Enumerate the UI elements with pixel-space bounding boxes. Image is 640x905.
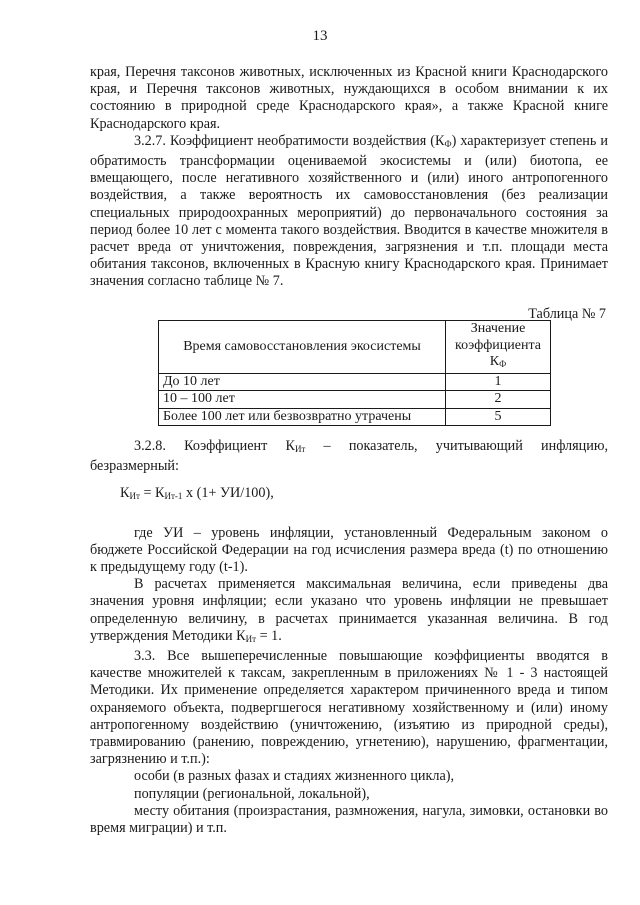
paragraph-3-2-7-start: 3.2.7. Коэффициент необратимости воздействия (К [134, 132, 445, 149]
list-item: популяции (региональной, локальной), [134, 785, 370, 802]
table-cell-period: До 10 лет [159, 373, 446, 391]
formula-k-prev: К [155, 485, 165, 502]
table-cell-value: 1 [446, 373, 551, 391]
formula-equals: = [139, 485, 156, 502]
table-row [159, 408, 551, 426]
header-coefficient [446, 321, 551, 374]
paragraph-3-2-8-start: 3.2.8. Коэффициент К [134, 438, 295, 454]
coefficient-table [158, 320, 551, 426]
formula-k: К [120, 485, 130, 502]
list-item: особи (в разных фазах и стадиях жизненного цикла), [134, 768, 455, 785]
inflation-formula [90, 485, 608, 505]
paragraph-where: где УИ – уровень инфляции, установленный Федеральным законом о бюджете Российской Федерации на год исчисления размера вреда (t) по отношению к предыдущему году (t-1). [90, 524, 608, 576]
table-row [159, 391, 551, 409]
header-coefficient-line2: коэффициента [455, 337, 541, 353]
table-row [159, 373, 551, 391]
table-cell-value: 2 [446, 391, 551, 409]
paragraph-3-2-7 [90, 133, 608, 291]
subscript-it-2: Ит [245, 633, 257, 644]
text-block-bottom [90, 438, 608, 837]
paragraph-continuation: края, Перечня таксонов животных, исключенных из Красной книги Краснодарского края, и Перечня таксонов животных, нуждающихся в особом внимании к их состоянию в природной среде Краснодарского края», а также Красной книге Краснодарского края. [90, 64, 608, 132]
header-coefficient-symbol: К [489, 354, 500, 369]
subscript-f: Ф [444, 138, 452, 149]
table-cell-period: 10 – 100 лет [159, 391, 446, 409]
paragraph-max-value [90, 576, 608, 648]
table-cell-period: Более 100 лет или безвозвратно утрачены [159, 408, 446, 426]
subscript-it: Ит [294, 444, 306, 454]
paragraph-max-start: В расчетах применяется максимальная величина, если приведены два значения уровня инфляции; если указано что уровень инфляции не превышает определенную величину, в расчетах принимается указанная величина. В год утверждения Методики К [90, 576, 608, 644]
paragraph-3-3: 3.3. Все вышеперечисленные повышающие коэффициенты вводятся в качестве множителей к таксам, закрепленным в приложениях № 1 - 3 настоящей Методики. Их применение определяется характером причиненного вреда и типом охраняемого объекта, подвергшегося негативному хозяйственному и (или) иному антропогенному воздействию (уничтожению, (изъятию из природной среды), травмированию (ранению, повреждению, угнетению), нарушению, фрагментации, загрязнению и т.п.): [90, 648, 608, 768]
paragraph-max-rest: = 1. [256, 627, 282, 644]
list-item: месту обитания (произрастания, размножения, нагула, зимовки, остановки во время миграции) и т.п. [90, 802, 608, 837]
paragraph-3-2-8 [90, 438, 608, 475]
header-coefficient-subscript: Ф [499, 359, 507, 369]
text-block-top [90, 64, 608, 291]
formula-subscript-it-1: Ит-1 [164, 491, 183, 502]
header-coefficient-line1: Значение [470, 321, 526, 336]
formula-rest: х (1+ УИ/100), [182, 485, 274, 502]
table-cell-value: 5 [446, 408, 551, 426]
table-caption: Таблица № 7 [528, 306, 606, 322]
header-recovery-time: Время самовосстановления экосистемы [159, 321, 446, 374]
page-number: 13 [312, 28, 328, 44]
paragraph-3-2-8-rest: – показатель, учитывающий инфляцию, безразмерный: [90, 438, 608, 475]
table-header-row [159, 321, 551, 374]
formula-subscript-it: Ит [129, 491, 140, 502]
paragraph-3-2-7-rest: ) характеризует степень и обратимость трансформации оцениваемой экосистемы и (или) биотопа, ее вмещающего, после негативного хозяйственного и (или) иного антропогенного воздействия, а также вероятность их самовосстановления (без реализации специальных природоохранных мероприятий) до первоначального состояния за период более 10 лет с момента такого воздействия. Вводится в качестве множителя в расчет вреда от уничтожения, повреждения, загрязнения и т.п. площади места обитания таксонов, включенных в Красную книгу Краснодарского края. Принимает значения согласно таблице № 7. [90, 132, 608, 290]
